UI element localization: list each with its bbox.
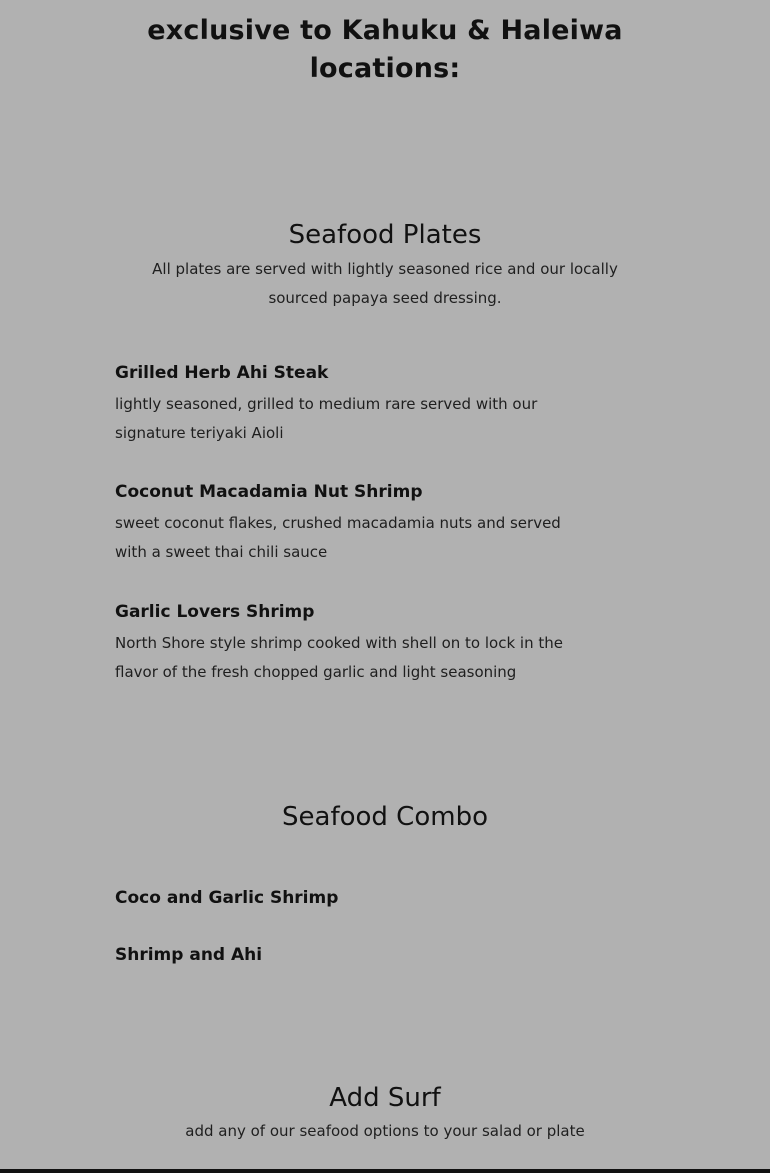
menu-item-description-line-2: with a sweet thai chili sauce xyxy=(115,543,328,561)
menu-item-description xyxy=(115,509,595,567)
menu-item-name: Coco and Garlic Shrimp xyxy=(115,888,339,908)
bottom-divider xyxy=(0,1169,770,1173)
intro-heading-line-2: locations: xyxy=(309,53,461,84)
menu-item-name: Grilled Herb Ahi Steak xyxy=(115,363,329,383)
seafood-plates-description xyxy=(145,255,625,313)
menu-item-coco-and-garlic-shrimp xyxy=(115,885,595,911)
menu-item-description xyxy=(115,390,595,448)
intro-heading xyxy=(0,12,770,88)
seafood-combo-heading: Seafood Combo xyxy=(282,802,488,832)
menu-item-name: Garlic Lovers Shrimp xyxy=(115,602,315,622)
menu-item-garlic-lovers-shrimp xyxy=(115,599,595,687)
intro-heading-line-1: exclusive to Kahuku & Haleiwa xyxy=(147,15,623,46)
menu-item-description-line-1: North Shore style shrimp cooked with shell on to lock in the xyxy=(115,634,563,652)
add-surf-description: add any of our seafood options to your salad or plate xyxy=(185,1122,585,1140)
menu-item-description-line-2: flavor of the fresh chopped garlic and light seasoning xyxy=(115,663,517,681)
seafood-plates-description-line-2: sourced papaya seed dressing. xyxy=(268,289,502,307)
seafood-plates-description-line-1: All plates are served with lightly seasoned rice and our locally xyxy=(152,260,618,278)
menu-item-description xyxy=(115,629,595,687)
add-surf-heading: Add Surf xyxy=(329,1083,441,1113)
menu-item-description-line-2: signature teriyaki Aioli xyxy=(115,424,284,442)
seafood-plates-heading: Seafood Plates xyxy=(288,220,482,250)
menu-item-description-line-1: lightly seasoned, grilled to medium rare served with our xyxy=(115,395,538,413)
menu-item-grilled-herb-ahi-steak xyxy=(115,360,595,448)
menu-item-name: Coconut Macadamia Nut Shrimp xyxy=(115,482,423,502)
menu-item-coconut-macadamia-nut-shrimp xyxy=(115,479,595,567)
menu-item-name: Shrimp and Ahi xyxy=(115,945,263,965)
menu-item-shrimp-and-ahi xyxy=(115,942,595,968)
menu-item-description-line-1: sweet coconut flakes, crushed macadamia nuts and served xyxy=(115,514,561,532)
